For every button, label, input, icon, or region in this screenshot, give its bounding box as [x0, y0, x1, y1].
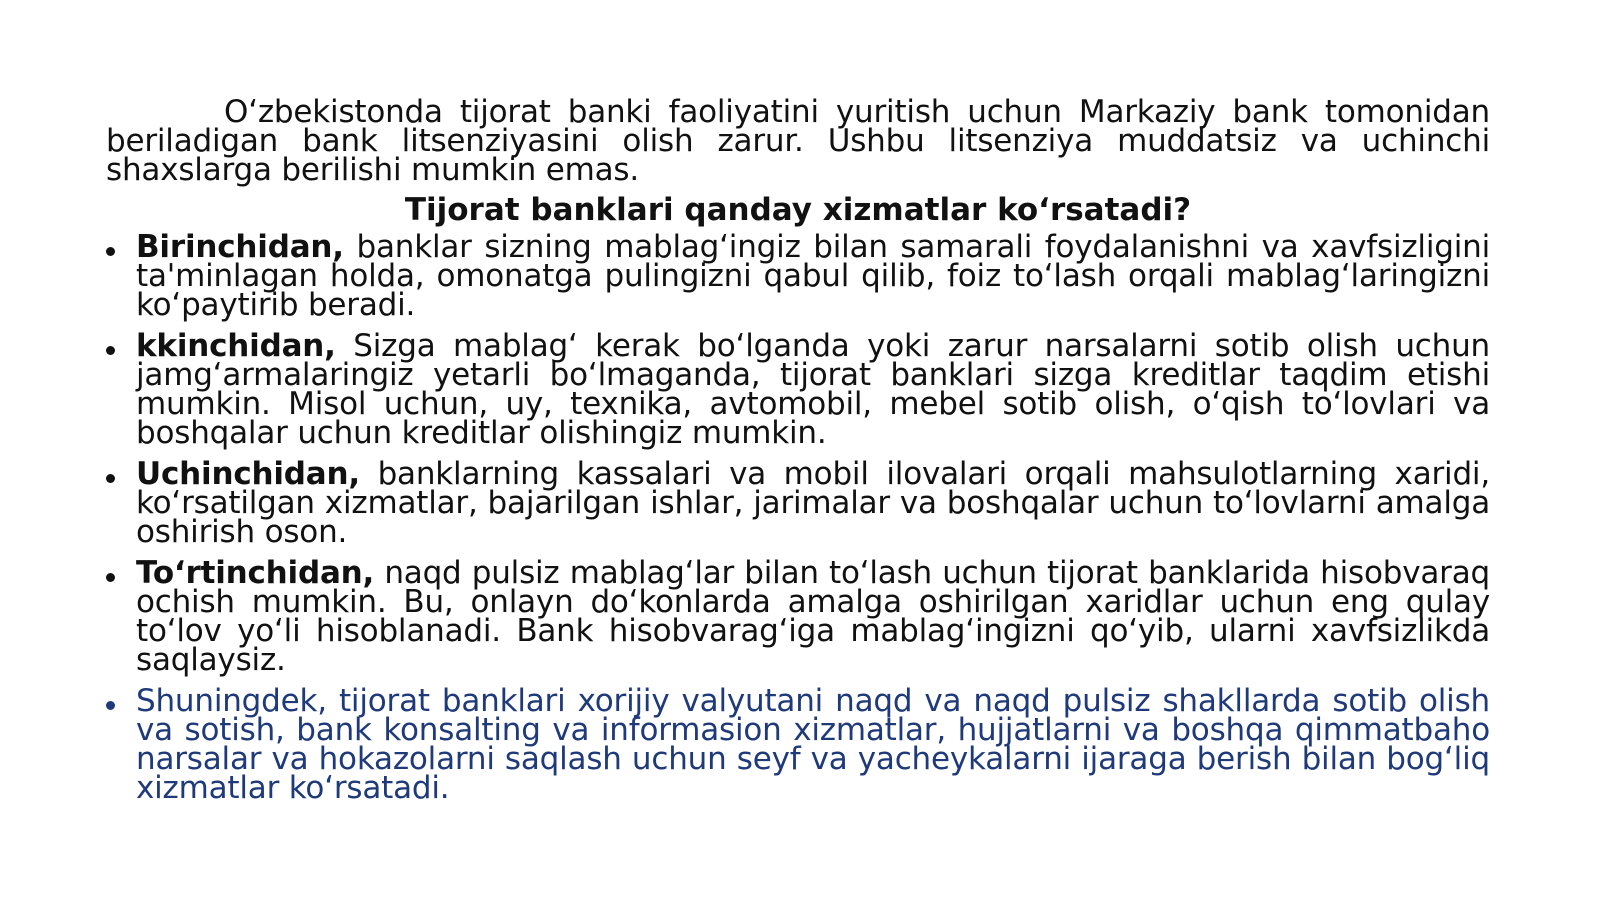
list-item-third — [106, 456, 1490, 550]
list-item-second — [106, 328, 1490, 451]
slide-content — [106, 94, 1490, 815]
bullet-dot-icon — [106, 247, 115, 256]
list-item-fourth — [106, 555, 1490, 678]
bullet-dot-icon — [106, 701, 115, 710]
bullet-lead: Birinchidan, — [136, 229, 344, 265]
list-item-additional — [106, 683, 1490, 806]
bullet-text: banklarning kassalari va mobil ilovalari orqali mahsulotlarning xaridi, ko‘rsatilgan xizmatlar, bajarilgan ishlar, jarimalar va boshqalar uchun to‘lovlarni amalga oshirish oson. — [136, 456, 1490, 550]
bullet-text: banklar sizning mablag‘ingiz bilan samarali foydalanishni va xavfsizligini ta'minlagan holda, omonatga pulingizni qabul qilib, foiz to‘lash orqali mablag‘laringizni ko‘paytirib beradi. — [136, 229, 1490, 323]
bullet-dot-icon — [106, 346, 115, 355]
bullet-lead: Uchinchidan, — [136, 456, 360, 492]
bullet-dot-icon — [106, 474, 115, 483]
bullet-dot-icon — [106, 573, 115, 582]
list-item-first — [106, 229, 1490, 323]
services-list — [106, 229, 1490, 806]
bullet-lead: To‘rtinchidan, — [136, 555, 375, 591]
bullet-text: Sizga mablag‘ kerak bo‘lganda yoki zarur narsalarni sotib olish uchun jamg‘armalaringiz yetarli bo‘lmaganda, tijorat banklari sizga kreditlar taqdim etishi mumkin. Misol uchun, uy, texnika, avtomobil, mebel sotib olish, o‘qish to‘lovlari va boshqalar uchun kreditlar olishingiz mumkin. — [136, 328, 1490, 451]
bullet-text: naqd pulsiz mablag‘lar bilan to‘lash uchun tijorat banklarida hisobvaraq ochish mumkin. Bu, onlayn do‘konlarda amalga oshirilgan xaridlar uchun eng qulay to‘lov yo‘li hisoblanadi. Bank hisobvarag‘iga mablag‘ingizni qo‘yib, ularni xavfsizlikda saqlaysiz. — [136, 555, 1490, 678]
bullet-lead: kkinchidan, — [136, 328, 336, 364]
section-heading: Tijorat banklari qanday xizmatlar ko‘rsatadi? — [404, 192, 1192, 228]
bullet-text: Shuningdek, tijorat banklari xorijiy valyutani naqd va naqd pulsiz shakllarda sotib olish va sotish, bank konsalting va informasion xizmatlar, hujjatlarni va boshqa qimmatbaho narsalar va hokazolarni saqlash uchun seyf va yacheykalarni ijaraga berish bilan bog‘liq xizmatlar ko‘rsatadi. — [136, 683, 1490, 806]
intro-paragraph: O‘zbekistonda tijorat banki faoliyatini yuritish uchun Markaziy bank tomonidan beriladigan bank litsenziyasini olish zarur. Ushbu litsenziya muddatsiz va uchinchi shaxslarga berilishi mumkin emas. — [106, 94, 1490, 188]
